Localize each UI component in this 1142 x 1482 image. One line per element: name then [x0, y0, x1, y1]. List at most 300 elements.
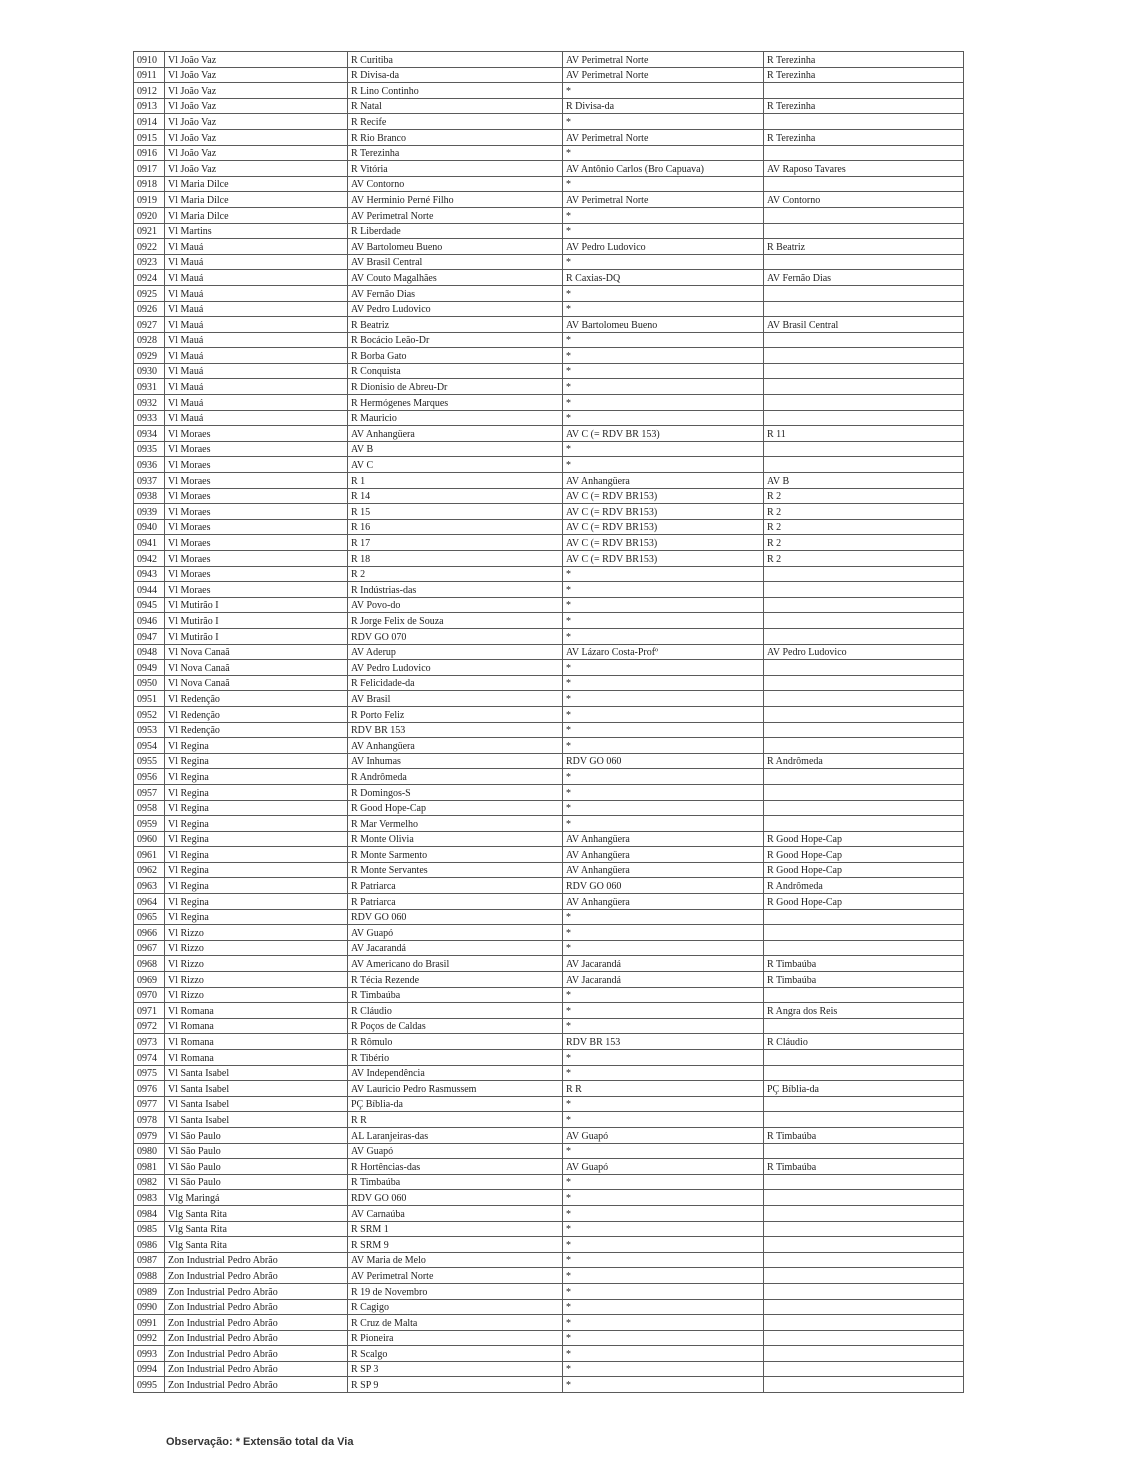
cell-code: 0978	[134, 1112, 165, 1128]
table-row	[134, 457, 964, 473]
cell-to	[764, 1190, 964, 1206]
cell-neighborhood: Vl Mutirão I	[165, 613, 348, 629]
cell-from: AV Lázaro Costa-Profº	[563, 644, 764, 660]
cell-street: R 1	[348, 473, 563, 489]
cell-from: *	[563, 925, 764, 941]
cell-neighborhood: Vl Moraes	[165, 582, 348, 598]
table-row	[134, 161, 964, 177]
cell-to	[764, 223, 964, 239]
cell-to	[764, 613, 964, 629]
cell-street: AV Carnaúba	[348, 1205, 563, 1221]
cell-neighborhood: Vlg Santa Rita	[165, 1237, 348, 1253]
cell-to: R Terezinha	[764, 52, 964, 68]
cell-neighborhood: Vl Mauá	[165, 270, 348, 286]
cell-neighborhood: Vl Santa Isabel	[165, 1065, 348, 1081]
cell-street: R Timbaúba	[348, 987, 563, 1003]
table-row	[134, 1361, 964, 1377]
cell-from: AV Pedro Ludovico	[563, 239, 764, 255]
table-row	[134, 98, 964, 114]
cell-to: AV Brasil Central	[764, 317, 964, 333]
cell-street: R Porto Feliz	[348, 706, 563, 722]
cell-code: 0923	[134, 254, 165, 270]
cell-neighborhood: Vl Mauá	[165, 332, 348, 348]
cell-street: AV Jacarandá	[348, 940, 563, 956]
cell-from: *	[563, 1237, 764, 1253]
cell-code: 0992	[134, 1330, 165, 1346]
cell-street: R Domingos-S	[348, 784, 563, 800]
cell-to	[764, 1018, 964, 1034]
cell-code: 0956	[134, 769, 165, 785]
table-row	[134, 1190, 964, 1206]
cell-street: R Dionisio de Abreu-Dr	[348, 379, 563, 395]
cell-code: 0920	[134, 207, 165, 223]
cell-neighborhood: Vl Mauá	[165, 410, 348, 426]
cell-code: 0942	[134, 551, 165, 567]
cell-from: *	[563, 301, 764, 317]
cell-neighborhood: Vl Regina	[165, 878, 348, 894]
cell-neighborhood: Vl Mauá	[165, 254, 348, 270]
cell-code: 0928	[134, 332, 165, 348]
cell-street: R R	[348, 1112, 563, 1128]
table-row	[134, 551, 964, 567]
cell-to	[764, 582, 964, 598]
table-row	[134, 1127, 964, 1143]
cell-from: *	[563, 379, 764, 395]
cell-street: R Andrômeda	[348, 769, 563, 785]
cell-street: AV Independência	[348, 1065, 563, 1081]
cell-street: R Borba Gato	[348, 348, 563, 364]
cell-street: R Lino Continho	[348, 83, 563, 99]
cell-code: 0982	[134, 1174, 165, 1190]
cell-neighborhood: Vl João Vaz	[165, 145, 348, 161]
cell-code: 0989	[134, 1283, 165, 1299]
cell-from: *	[563, 1315, 764, 1331]
table-row	[134, 1096, 964, 1112]
cell-code: 0945	[134, 597, 165, 613]
cell-street: RDV GO 070	[348, 628, 563, 644]
table-row	[134, 1330, 964, 1346]
cell-from: *	[563, 816, 764, 832]
cell-neighborhood: Vl Moraes	[165, 566, 348, 582]
cell-street: AV Perimetral Norte	[348, 207, 563, 223]
cell-code: 0957	[134, 784, 165, 800]
cell-to: R Good Hope-Cap	[764, 894, 964, 910]
cell-street: R Terezinha	[348, 145, 563, 161]
cell-from: *	[563, 83, 764, 99]
table-row	[134, 1221, 964, 1237]
cell-to: R Timbaúba	[764, 972, 964, 988]
cell-to	[764, 1221, 964, 1237]
table-row	[134, 1081, 964, 1097]
cell-neighborhood: Vl Mauá	[165, 301, 348, 317]
cell-neighborhood: Vl João Vaz	[165, 67, 348, 83]
cell-from: AV Perimetral Norte	[563, 52, 764, 68]
table-row	[134, 1237, 964, 1253]
cell-to	[764, 1205, 964, 1221]
cell-code: 0958	[134, 800, 165, 816]
cell-code: 0938	[134, 488, 165, 504]
table-row	[134, 426, 964, 442]
cell-neighborhood: Vl São Paulo	[165, 1143, 348, 1159]
cell-from: *	[563, 348, 764, 364]
cell-from: *	[563, 1174, 764, 1190]
table-row	[134, 956, 964, 972]
cell-code: 0940	[134, 519, 165, 535]
cell-street: R Monte Sarmento	[348, 847, 563, 863]
cell-street: AV Pedro Ludovico	[348, 660, 563, 676]
cell-from: AV Perimetral Norte	[563, 67, 764, 83]
cell-neighborhood: Vl Santa Isabel	[165, 1081, 348, 1097]
cell-code: 0952	[134, 706, 165, 722]
cell-code: 0934	[134, 426, 165, 442]
cell-from: *	[563, 722, 764, 738]
table-row	[134, 1283, 964, 1299]
cell-from: *	[563, 909, 764, 925]
cell-code: 0973	[134, 1034, 165, 1050]
table-row	[134, 223, 964, 239]
cell-to	[764, 348, 964, 364]
cell-code: 0924	[134, 270, 165, 286]
table-row	[134, 504, 964, 520]
cell-from: *	[563, 1221, 764, 1237]
table-row	[134, 1018, 964, 1034]
table-row	[134, 987, 964, 1003]
table-row	[134, 270, 964, 286]
table-row	[134, 519, 964, 535]
cell-code: 0939	[134, 504, 165, 520]
cell-from: *	[563, 769, 764, 785]
cell-street: R 15	[348, 504, 563, 520]
cell-code: 0931	[134, 379, 165, 395]
cell-street: AV Guapó	[348, 925, 563, 941]
cell-from: AV Anhangüera	[563, 847, 764, 863]
cell-neighborhood: Vl Rizzo	[165, 940, 348, 956]
cell-street: AV Guapó	[348, 1143, 563, 1159]
cell-street: R Patriarca	[348, 894, 563, 910]
cell-from: *	[563, 1143, 764, 1159]
cell-street: AV Inhumas	[348, 753, 563, 769]
cell-neighborhood: Vl Mauá	[165, 317, 348, 333]
cell-to: R Terezinha	[764, 129, 964, 145]
cell-from: *	[563, 597, 764, 613]
table-row	[134, 831, 964, 847]
cell-to	[764, 769, 964, 785]
table-row	[134, 1315, 964, 1331]
cell-street: R Curitiba	[348, 52, 563, 68]
cell-neighborhood: Vl Regina	[165, 738, 348, 754]
cell-to: R Good Hope-Cap	[764, 862, 964, 878]
cell-street: AV C	[348, 457, 563, 473]
cell-code: 0927	[134, 317, 165, 333]
cell-from: AV C (= RDV BR153)	[563, 504, 764, 520]
cell-neighborhood: Zon Industrial Pedro Abrão	[165, 1252, 348, 1268]
cell-from: AV Perimetral Norte	[563, 129, 764, 145]
cell-street: R Hortências-das	[348, 1159, 563, 1175]
cell-from: *	[563, 1283, 764, 1299]
cell-code: 0916	[134, 145, 165, 161]
cell-street: R SRM 1	[348, 1221, 563, 1237]
cell-neighborhood: Vl Mauá	[165, 363, 348, 379]
cell-street: AV Lauricio Pedro Rasmussem	[348, 1081, 563, 1097]
cell-code: 0912	[134, 83, 165, 99]
cell-from: AV Antônio Carlos (Bro Capuava)	[563, 161, 764, 177]
table-row	[134, 207, 964, 223]
cell-from: *	[563, 940, 764, 956]
cell-neighborhood: Vlg Santa Rita	[165, 1221, 348, 1237]
cell-to: AV Pedro Ludovico	[764, 644, 964, 660]
cell-code: 0962	[134, 862, 165, 878]
cell-street: AV Perimetral Norte	[348, 1268, 563, 1284]
cell-to	[764, 1174, 964, 1190]
cell-to: R 11	[764, 426, 964, 442]
table-row	[134, 753, 964, 769]
cell-neighborhood: Vl Moraes	[165, 504, 348, 520]
cell-neighborhood: Vl Redenção	[165, 722, 348, 738]
table-row	[134, 1159, 964, 1175]
cell-code: 0937	[134, 473, 165, 489]
cell-to	[764, 332, 964, 348]
cell-neighborhood: Zon Industrial Pedro Abrão	[165, 1330, 348, 1346]
table-row	[134, 862, 964, 878]
cell-street: AV Bartolomeu Bueno	[348, 239, 563, 255]
cell-neighborhood: Vl Regina	[165, 753, 348, 769]
cell-to: AV Raposo Tavares	[764, 161, 964, 177]
cell-street: R Monte Olivia	[348, 831, 563, 847]
cell-neighborhood: Vl Regina	[165, 769, 348, 785]
cell-to: R Timbaúba	[764, 1159, 964, 1175]
cell-neighborhood: Vl Rizzo	[165, 956, 348, 972]
cell-neighborhood: Vl São Paulo	[165, 1127, 348, 1143]
cell-neighborhood: Vl Moraes	[165, 488, 348, 504]
cell-to: R Andrômeda	[764, 753, 964, 769]
cell-from: RDV BR 153	[563, 1034, 764, 1050]
cell-code: 0933	[134, 410, 165, 426]
cell-code: 0963	[134, 878, 165, 894]
cell-neighborhood: Vl Regina	[165, 847, 348, 863]
table-row	[134, 1252, 964, 1268]
cell-neighborhood: Vlg Santa Rita	[165, 1205, 348, 1221]
cell-neighborhood: Zon Industrial Pedro Abrão	[165, 1346, 348, 1362]
cell-to: R 2	[764, 551, 964, 567]
cell-code: 0994	[134, 1361, 165, 1377]
cell-from: *	[563, 1065, 764, 1081]
cell-neighborhood: Vl Regina	[165, 800, 348, 816]
cell-street: R Técia Rezende	[348, 972, 563, 988]
cell-code: 0991	[134, 1315, 165, 1331]
cell-to: R Angra dos Reis	[764, 1003, 964, 1019]
cell-from: *	[563, 784, 764, 800]
cell-from: AV Bartolomeu Bueno	[563, 317, 764, 333]
cell-from: *	[563, 566, 764, 582]
table-row	[134, 940, 964, 956]
cell-to	[764, 1237, 964, 1253]
cell-neighborhood: Vl Nova Canaã	[165, 675, 348, 691]
cell-street: AV Aderup	[348, 644, 563, 660]
cell-from: AV C (= RDV BR153)	[563, 551, 764, 567]
cell-street: R Liberdade	[348, 223, 563, 239]
cell-street: R 16	[348, 519, 563, 535]
cell-street: RDV BR 153	[348, 722, 563, 738]
cell-neighborhood: Vl Santa Isabel	[165, 1096, 348, 1112]
cell-to	[764, 566, 964, 582]
cell-from: *	[563, 223, 764, 239]
table-row	[134, 1065, 964, 1081]
cell-neighborhood: Vl Mauá	[165, 239, 348, 255]
cell-neighborhood: Vl Romana	[165, 1018, 348, 1034]
cell-neighborhood: Vl Moraes	[165, 551, 348, 567]
table-row	[134, 1003, 964, 1019]
cell-street: R Good Hope-Cap	[348, 800, 563, 816]
table-row	[134, 894, 964, 910]
cell-from: AV Anhangüera	[563, 894, 764, 910]
cell-neighborhood: Vl Maria Dilce	[165, 176, 348, 192]
table-row	[134, 738, 964, 754]
footnote: Observação: * Extensão total da Via	[166, 1436, 354, 1448]
cell-from: AV Jacarandá	[563, 972, 764, 988]
cell-to	[764, 816, 964, 832]
cell-street: AV B	[348, 441, 563, 457]
cell-to	[764, 1096, 964, 1112]
cell-from: *	[563, 176, 764, 192]
table-row	[134, 597, 964, 613]
cell-street: R SP 9	[348, 1377, 563, 1393]
cell-from: AV Guapó	[563, 1127, 764, 1143]
cell-street: R Felicidade-da	[348, 675, 563, 691]
cell-from: R Caxias-DQ	[563, 270, 764, 286]
cell-to	[764, 1268, 964, 1284]
cell-code: 0947	[134, 628, 165, 644]
cell-street: AL Laranjeiras-das	[348, 1127, 563, 1143]
table-row	[134, 1299, 964, 1315]
cell-from: *	[563, 457, 764, 473]
cell-code: 0983	[134, 1190, 165, 1206]
cell-street: R Monte Servantes	[348, 862, 563, 878]
cell-to: R Beatriz	[764, 239, 964, 255]
cell-from: *	[563, 363, 764, 379]
cell-code: 0974	[134, 1050, 165, 1066]
cell-to	[764, 1377, 964, 1393]
cell-from: *	[563, 1252, 764, 1268]
cell-to: R 2	[764, 488, 964, 504]
cell-neighborhood: Vl Moraes	[165, 426, 348, 442]
cell-code: 0975	[134, 1065, 165, 1081]
cell-street: R 18	[348, 551, 563, 567]
cell-from: R R	[563, 1081, 764, 1097]
cell-neighborhood: Vl Regina	[165, 784, 348, 800]
cell-code: 0918	[134, 176, 165, 192]
cell-code: 0953	[134, 722, 165, 738]
cell-from: *	[563, 1112, 764, 1128]
cell-neighborhood: Zon Industrial Pedro Abrão	[165, 1268, 348, 1284]
cell-to	[764, 987, 964, 1003]
cell-street: R Indústrias-das	[348, 582, 563, 598]
cell-from: *	[563, 628, 764, 644]
cell-code: 0986	[134, 1237, 165, 1253]
cell-code: 0964	[134, 894, 165, 910]
table-row	[134, 145, 964, 161]
cell-to: R Terezinha	[764, 67, 964, 83]
cell-from: *	[563, 254, 764, 270]
table-row	[134, 488, 964, 504]
cell-street: R Scalgo	[348, 1346, 563, 1362]
cell-neighborhood: Zon Industrial Pedro Abrão	[165, 1315, 348, 1331]
cell-neighborhood: Vl São Paulo	[165, 1174, 348, 1190]
table-row	[134, 1112, 964, 1128]
cell-street: R Vitória	[348, 161, 563, 177]
cell-code: 0932	[134, 395, 165, 411]
table-row	[134, 972, 964, 988]
cell-code: 0980	[134, 1143, 165, 1159]
cell-neighborhood: Vl João Vaz	[165, 98, 348, 114]
cell-neighborhood: Vl Maria Dilce	[165, 192, 348, 208]
cell-street: R Hermógenes Marques	[348, 395, 563, 411]
cell-code: 0977	[134, 1096, 165, 1112]
cell-street: AV Fernão Dias	[348, 285, 563, 301]
cell-street: AV Americano do Brasil	[348, 956, 563, 972]
cell-from: *	[563, 1268, 764, 1284]
cell-to: R Terezinha	[764, 98, 964, 114]
cell-neighborhood: Vl João Vaz	[165, 52, 348, 68]
cell-neighborhood: Zon Industrial Pedro Abrão	[165, 1361, 348, 1377]
cell-street: AV Pedro Ludovico	[348, 301, 563, 317]
table-row	[134, 628, 964, 644]
cell-from: *	[563, 613, 764, 629]
cell-code: 0965	[134, 909, 165, 925]
table-row	[134, 1034, 964, 1050]
cell-to: R Cláudio	[764, 1034, 964, 1050]
cell-street: R Rio Branco	[348, 129, 563, 145]
cell-from: AV C (= RDV BR153)	[563, 519, 764, 535]
cell-to	[764, 285, 964, 301]
cell-code: 0925	[134, 285, 165, 301]
cell-from: *	[563, 1299, 764, 1315]
cell-to	[764, 738, 964, 754]
cell-from: *	[563, 987, 764, 1003]
table-row	[134, 909, 964, 925]
cell-to	[764, 114, 964, 130]
table-row	[134, 317, 964, 333]
table-row	[134, 1205, 964, 1221]
cell-from: AV Anhangüera	[563, 473, 764, 489]
cell-code: 0995	[134, 1377, 165, 1393]
cell-street: R Conquista	[348, 363, 563, 379]
cell-to	[764, 145, 964, 161]
cell-code: 0961	[134, 847, 165, 863]
cell-to: R 2	[764, 535, 964, 551]
table-row	[134, 878, 964, 894]
cell-code: 0948	[134, 644, 165, 660]
cell-neighborhood: Zon Industrial Pedro Abrão	[165, 1377, 348, 1393]
cell-code: 0930	[134, 363, 165, 379]
cell-neighborhood: Vl Regina	[165, 816, 348, 832]
cell-from: RDV GO 060	[563, 753, 764, 769]
cell-street: AV Anhangüera	[348, 738, 563, 754]
table-row	[134, 473, 964, 489]
cell-neighborhood: Vl Redenção	[165, 691, 348, 707]
cell-to	[764, 925, 964, 941]
cell-from: *	[563, 800, 764, 816]
cell-neighborhood: Vl Nova Canaã	[165, 660, 348, 676]
cell-to	[764, 940, 964, 956]
cell-to	[764, 83, 964, 99]
cell-street: R 19 de Novembro	[348, 1283, 563, 1299]
cell-street: R Natal	[348, 98, 563, 114]
cell-neighborhood: Vl Mauá	[165, 395, 348, 411]
cell-neighborhood: Vl João Vaz	[165, 161, 348, 177]
cell-neighborhood: Vl Mutirão I	[165, 597, 348, 613]
cell-street: R Tibério	[348, 1050, 563, 1066]
cell-from: *	[563, 706, 764, 722]
